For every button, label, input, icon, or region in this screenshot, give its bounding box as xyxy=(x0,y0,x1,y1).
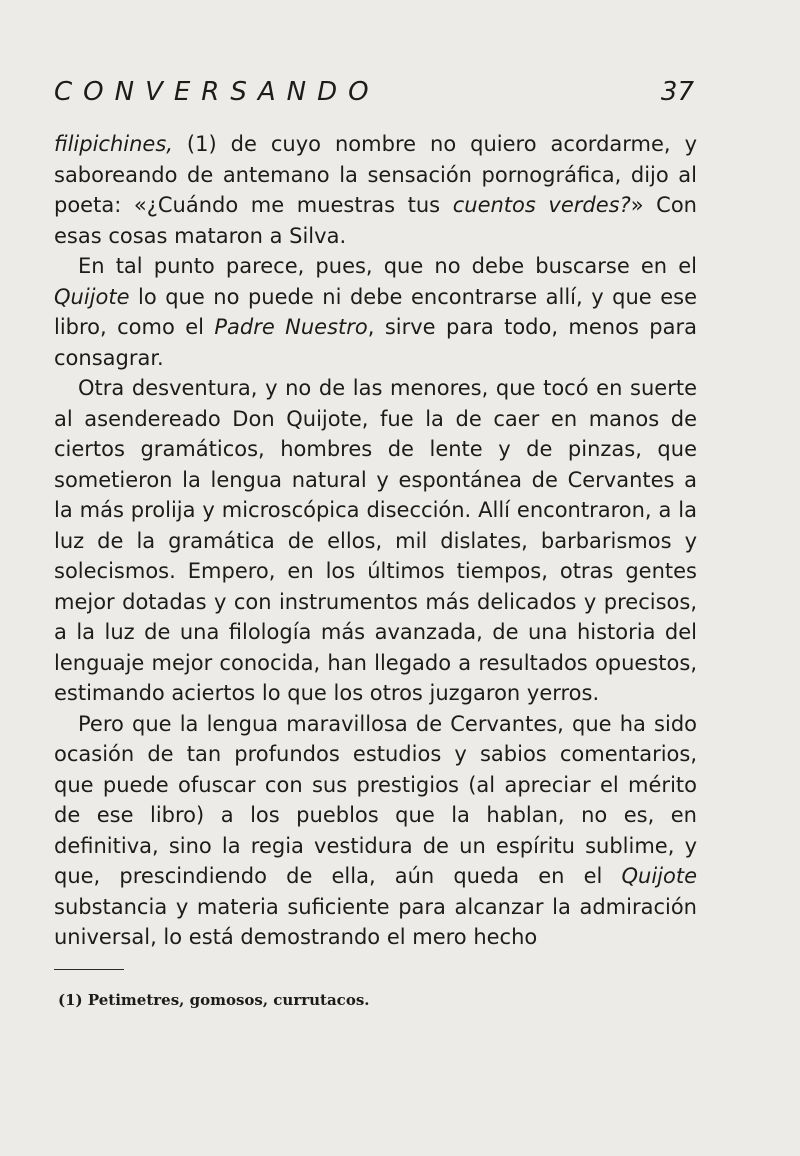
text-run: Otra desventura, y no de las menores, que tocó en suerte al asendereado Don Quijote, fue la de caer en manos de ciertos gramáticos, hombres de lente y de pinzas, que sometieron la lengua natural y espontánea de Cervantes a la más prolija y microscópica disección. Allí encontraron, a la luz de la gramática de ellos, mil dislates, barbarismos y solecismos. Empero, en los últimos tiempos, otras gentes mejor dotadas y con instrumentos más delicados y precisos, a la luz de una filología más avanzada, de una historia del lenguaje mejor conocida, han llegado a resultados opuestos, estimando aciertos lo que los otros juzgaron yerros. xyxy=(54,376,697,705)
text-run: » Con esas cosas mataron a Silva. xyxy=(54,193,697,248)
text-run: lo que no puede ni debe encontrarse allí, y que ese libro, como el xyxy=(54,284,697,339)
italic-run: Quijote xyxy=(54,284,130,309)
footnote: (1) Petimetres, gomosos, currutacos. xyxy=(58,991,370,1009)
running-title: CONVERSANDO xyxy=(54,77,380,107)
text-run: , sirve para todo, menos para consagrar. xyxy=(54,315,697,370)
text-run: substancia y materia suficiente para alcanzar la admiración universal, lo está demostrando el mero hecho xyxy=(54,894,697,949)
text-run: (1) de cuyo nombre no quiero acordarme, y saboreando de antemano la sensación pornográfica, dijo al poeta: «¿Cuándo me muestras tus xyxy=(54,132,697,217)
italic-run: Padre Nuestro xyxy=(214,315,368,339)
text-run: Pero que la lengua maravillosa de Cervantes, que ha sido ocasión de tan profundos estudios y sabios comentarios, que puede ofuscar con sus prestigios (al apreciar el mérito de ese libro) a los pueblos que la hablan, no es, en definitiva, sino la regia vestidura de un espíritu sublime, y que, prescindiendo de ella, aún queda en el xyxy=(54,711,697,888)
footnote-rule xyxy=(54,969,124,970)
paragraph-1 xyxy=(54,129,697,251)
paragraph-2 xyxy=(54,251,697,373)
italic-run: cuentos verdes? xyxy=(452,193,631,217)
text-run: En tal punto parece, pues, que no debe buscarse en el xyxy=(78,254,697,278)
italic-run: filipichines, xyxy=(54,132,173,156)
page-header xyxy=(54,76,694,112)
paragraph-3 xyxy=(54,373,697,709)
italic-run: Quijote xyxy=(621,864,697,888)
paragraph-4 xyxy=(54,709,697,953)
page-number: 37 xyxy=(660,77,694,107)
body-text xyxy=(54,129,697,953)
